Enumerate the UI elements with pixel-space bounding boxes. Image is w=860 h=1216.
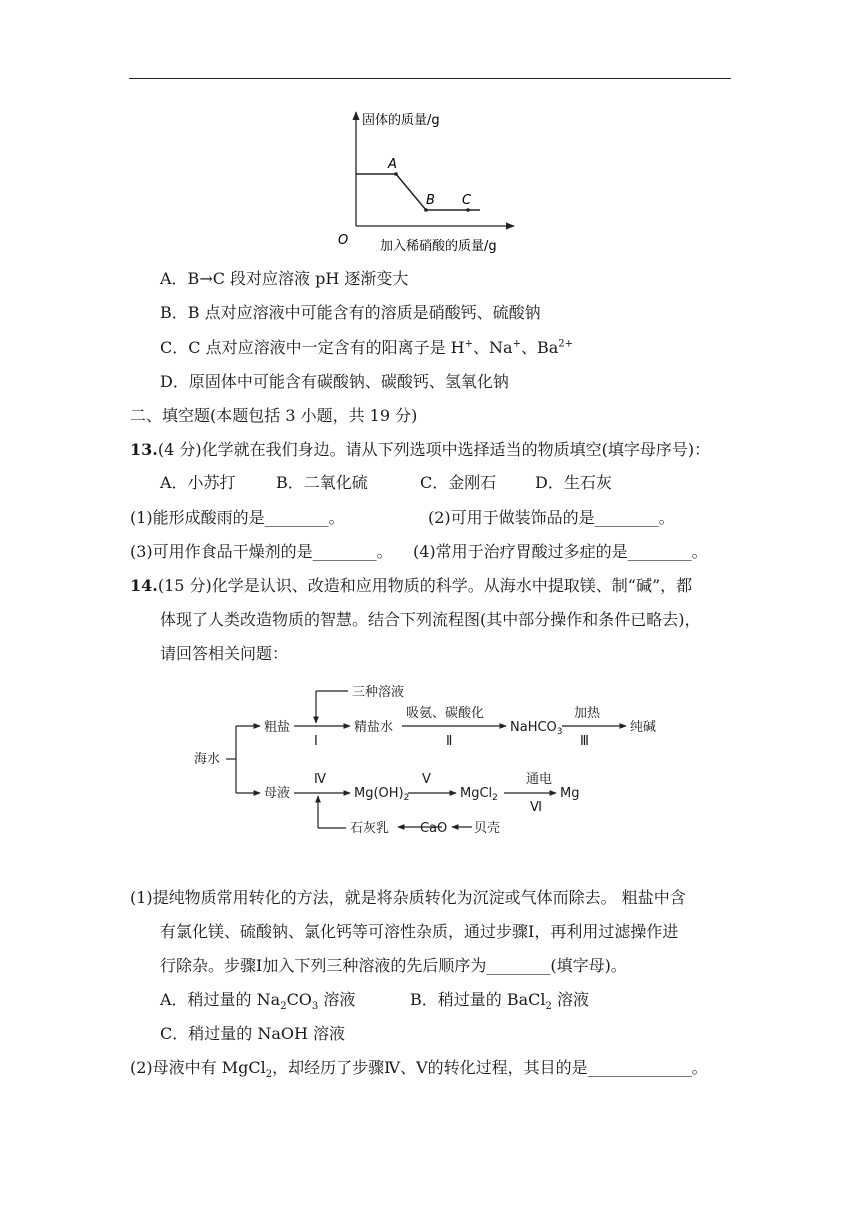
flow-step3: Ⅲ xyxy=(580,734,589,749)
header-rule xyxy=(129,78,731,79)
q14-stem-line1: 14.(15 分)化学是认识、改造和应用物质的科学。从海水中提取镁、制“碱”，都 xyxy=(130,576,693,595)
mass-graph xyxy=(340,104,540,260)
q13-option-c: C．金刚石 xyxy=(420,473,497,492)
flow-lime-milk: 石灰乳 xyxy=(350,821,390,836)
q14-p1-option-a: A．稍过量的 $Na_2CO_3$ 溶液 xyxy=(160,990,356,1013)
flow-crude-salt: 粗盐 xyxy=(264,720,291,735)
x-axis-label: 加入稀硝酸的质量/g xyxy=(380,239,497,254)
q14-p1-option-c: C．稍过量的 NaOH 溶液 xyxy=(160,1024,346,1043)
q13-option-d: D．生石灰 xyxy=(535,473,612,492)
flow-step6: Ⅵ xyxy=(530,800,542,815)
flow-step1: Ⅰ xyxy=(314,734,318,749)
flow-soda: 纯碱 xyxy=(630,720,657,735)
q13-sub1: (1)能形成酸雨的是________。 xyxy=(130,508,345,527)
flow-shell: 贝壳 xyxy=(474,821,501,836)
label-c: C xyxy=(462,193,472,208)
flowchart xyxy=(190,676,680,842)
flow-three-solutions: 三种溶液 xyxy=(352,685,405,700)
flow-step4: Ⅳ xyxy=(314,772,326,787)
flow-mgoh2: $Mg(OH)_2$ xyxy=(354,786,410,803)
flow-nahco3: NaHCO$_3$ xyxy=(510,720,563,737)
q13-option-b: B．二氧化硫 xyxy=(276,473,368,492)
q14-p1-line2: 有氯化镁、硫酸钠、氯化钙等可溶性杂质，通过步骤Ⅰ，再利用过滤操作进 xyxy=(160,922,679,941)
q14-p1-line3: 行除杂。步骤Ⅰ加入下列三种溶液的先后顺序为________(填字母)。 xyxy=(160,956,627,975)
q14-p1-line1: (1)提纯物质常用转化的方法，就是将杂质转化为沉淀或气体而除去。 粗盐中含 xyxy=(130,888,686,907)
q12-option-a: A．B→C 段对应溶液 pH 逐渐变大 xyxy=(160,269,409,288)
q14-stem-line2: 体现了人类改造物质的智慧。结合下列流程图(其中部分操作和条件已略去)， xyxy=(160,610,701,629)
origin-label: O xyxy=(338,233,349,248)
flow-electrolysis: 通电 xyxy=(526,772,553,787)
q14-p1-option-b: B．稍过量的 BaCl$_2$ 溶液 xyxy=(410,990,589,1013)
section-title: 二、填空题(本题包括 3 小题，共 19 分) xyxy=(130,406,418,425)
label-a: A xyxy=(388,157,397,172)
flow-step5: Ⅴ xyxy=(422,772,431,787)
flow-cao: CaO xyxy=(420,821,448,836)
q13-sub4: (4)常用于治疗胃酸过多症的是________。 xyxy=(413,542,708,561)
point-c xyxy=(466,208,470,212)
q12-option-b: B．B 点对应溶液中可能含有的溶质是硝酸钙、硫酸钠 xyxy=(160,303,541,322)
point-b xyxy=(424,208,428,212)
q13-option-a: A．小苏打 xyxy=(160,473,236,492)
q13-sub2: (2)可用于做装饰品的是________。 xyxy=(428,508,675,527)
flow-mg: Mg xyxy=(560,786,580,801)
q14-p2: (2)母液中有 MgCl$_2$，却经历了步骤Ⅳ、Ⅴ的转化过程，其目的是_____________。 xyxy=(130,1058,708,1081)
q13-stem: 13.(4 分)化学就在我们身边。请从下列选项中选择适当的物质填空(填字母序号)： xyxy=(130,440,711,459)
q13-sub3: (3)可用作食品干燥剂的是________。 xyxy=(130,542,393,561)
flow-absorb: 吸氨、碳酸化 xyxy=(406,706,485,721)
flow-heat: 加热 xyxy=(574,706,601,721)
flow-mother-liquor: 母液 xyxy=(264,786,291,801)
flow-step2: Ⅱ xyxy=(446,734,453,749)
flow-mgcl2: MgCl$_2$ xyxy=(460,786,498,803)
label-b: B xyxy=(426,193,435,208)
y-axis-label: 固体的质量/g xyxy=(362,113,440,128)
point-a xyxy=(394,172,398,176)
q12-option-c: C．C 点对应溶液中一定含有的阳离子是 H+、Na+、$Ba^{2+}$ xyxy=(160,338,574,357)
q12-option-d: D．原固体中可能含有碳酸钠、碳酸钙、氢氧化钠 xyxy=(160,372,509,391)
flow-brine: 精盐水 xyxy=(354,720,394,735)
q14-stem-line3: 请回答相关问题： xyxy=(160,644,289,663)
flow-seawater: 海水 xyxy=(194,752,221,767)
